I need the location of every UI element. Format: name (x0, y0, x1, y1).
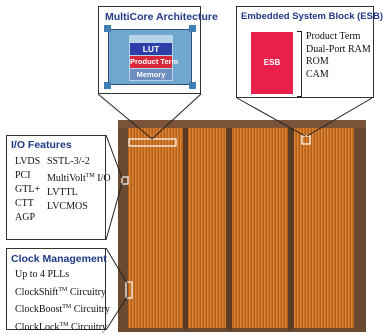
io-lvcmos: LVCMOS (47, 200, 111, 214)
esb-feature-list (306, 31, 371, 81)
die-column-2 (188, 128, 226, 328)
multicore-callout (98, 6, 201, 94)
io-gtl: GTL+ (15, 183, 40, 197)
io-agp: AGP (15, 211, 40, 225)
clock-item-clocklock: ClockLock™ Circuitry (15, 318, 110, 335)
io-multivolt: MultiVolt™ I/O (47, 169, 111, 186)
lut-block: LUT (130, 43, 172, 55)
io-title: I/O Features (11, 139, 72, 151)
esb-item-cam: CAM (306, 69, 371, 82)
clock-item-clockshift: ClockShift™ Circuitry (15, 283, 110, 301)
die-column-1 (128, 128, 183, 328)
die-column-3 (232, 128, 288, 328)
io-sstl: SSTL-3/-2 (47, 155, 111, 169)
esb-item-rom: ROM (306, 56, 371, 69)
clock-feature-list (15, 268, 110, 335)
esb-callout (236, 6, 374, 98)
esb-item-product-term: Product Term (306, 31, 371, 44)
io-col-2 (47, 155, 111, 214)
esb-block: ESB (251, 32, 293, 94)
clock-item-plls: Up to 4 PLLs (15, 268, 110, 283)
multicore-title: MultiCore Architecture (105, 11, 218, 23)
io-ctt: CTT (15, 197, 40, 211)
io-lvttl: LVTTL (47, 186, 111, 200)
clock-item-clockboost: ClockBoost™ Circuitry (15, 300, 110, 318)
io-callout (6, 135, 106, 240)
memory-block: Memory (130, 69, 172, 80)
io-lvds: LVDS (15, 155, 40, 169)
esb-bracket (297, 31, 302, 97)
esb-item-dual-port-ram: Dual-Port RAM (306, 44, 371, 57)
io-col-1 (15, 155, 40, 225)
esb-title: Embedded System Block (ESB) (241, 11, 383, 22)
clock-callout (6, 248, 106, 330)
io-pci: PCI (15, 169, 40, 183)
clock-title: Clock Management (11, 253, 107, 265)
product-term-block: Product Term (130, 56, 172, 68)
die-column-4 (294, 128, 354, 328)
